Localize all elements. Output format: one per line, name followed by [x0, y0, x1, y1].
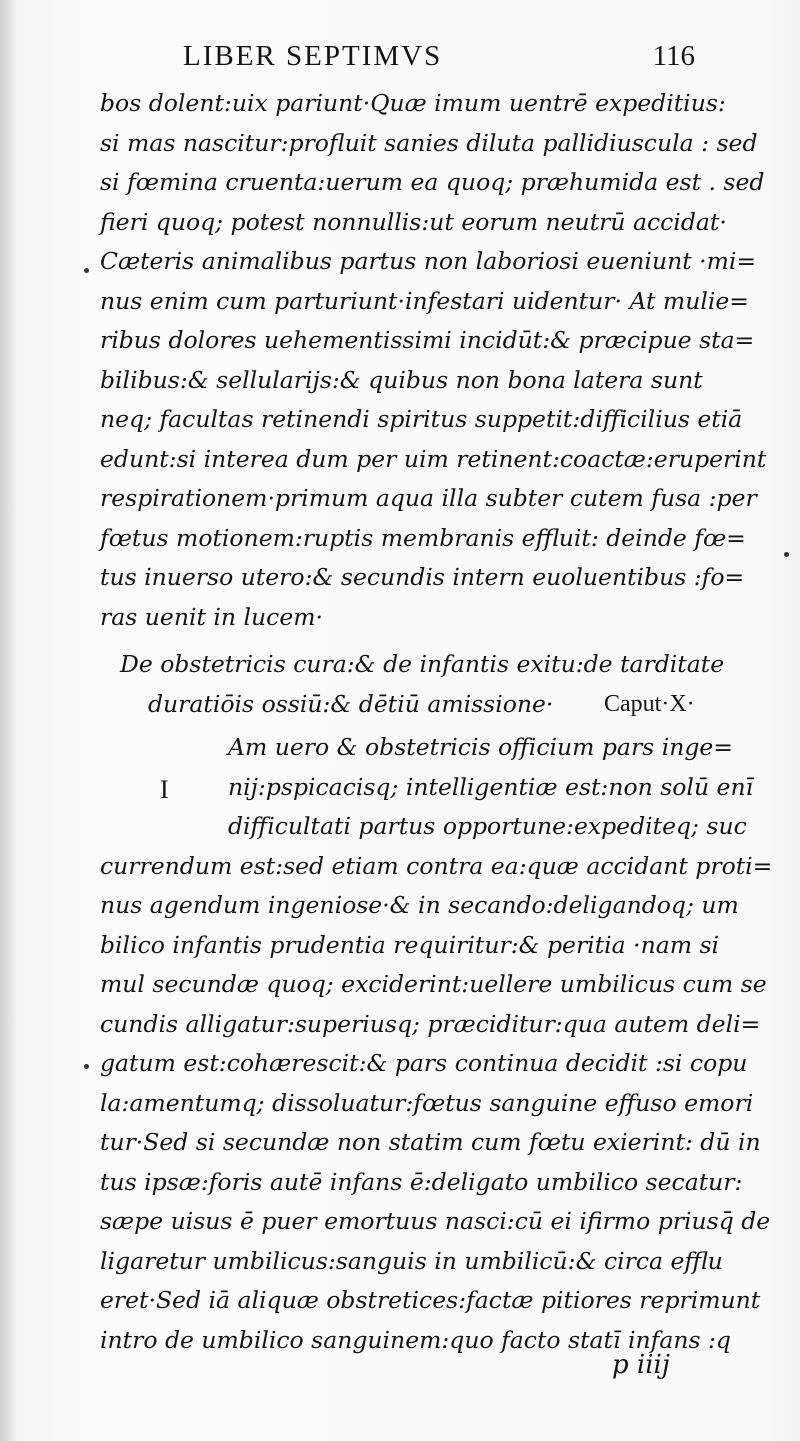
text-line: eret·Sed iā aliquæ obstretices:factæ pitiores reprimunt — [100, 1286, 761, 1314]
text-line: nus enim cum parturiunt·infestari uidentur· At mulie= — [100, 286, 749, 315]
text-line: intro de umbilico sanguinem:quo facto statī infans :q — [100, 1325, 731, 1354]
margin-dot — [784, 552, 789, 557]
signature-mark: p iiij — [612, 1350, 670, 1380]
folio-number: 116 — [652, 40, 695, 72]
chapter-label: Caput·X· — [604, 690, 695, 717]
text-line: si fœmina cruenta:uerum ea quoq; præhumida est . sed — [100, 168, 765, 196]
drop-initial: I — [160, 775, 169, 804]
chapter-heading — [100, 645, 750, 724]
page-gutter-shadow — [0, 0, 16, 1441]
text-line: tus ipsæ:foris autē infans ē:deligato umbilico secatur: — [100, 1167, 743, 1196]
margin-dot — [84, 1064, 89, 1069]
main-text — [100, 84, 773, 1360]
text-line: currendum est:sed etiam contra ea:quæ accidant proti= — [100, 851, 773, 880]
text-line: bos dolent:uix pariunt·Quæ imum uentrē expeditius: — [100, 89, 726, 117]
chapter-text — [100, 728, 773, 1360]
margin-dot — [84, 268, 89, 273]
text-line: si mas nascitur:profluit sanies diluta pallidiuscula : sed — [100, 128, 758, 157]
text-line: bilibus:& sellularijs:& quibus non bona latera sunt — [100, 365, 703, 394]
text-line: fieri quoq; potest nonnullis:ut eorum neutrū accidat· — [100, 207, 727, 236]
text-line: neq; facultas retinendi spiritus suppetit:difficilius etiā — [100, 405, 743, 433]
text-line: difficultati partus opportune:expediteq; suc — [228, 812, 747, 840]
text-line: ras uenit in lucem· — [100, 602, 323, 631]
page-header — [175, 40, 695, 80]
chapter-heading-text: duratiōis ossiū:& dētiū amissione· — [148, 689, 554, 718]
text-line: bilico infantis prudentia requiritur:& peritia ·nam si — [100, 930, 720, 959]
text-line: sæpe uisus ē puer emortuus nasci:cū ei ifirmo priusq̄ de — [100, 1207, 771, 1235]
text-line: ligaretur umbilicus:sanguis in umbilicū:& circa efflu — [100, 1246, 723, 1275]
text-line: cundis alligatur:superiusq; præciditur:qua autem deli= — [100, 1009, 761, 1038]
text-line: nij:pspicacisq; intelligentiæ est:non solū enī — [228, 772, 754, 801]
chapter-heading-line — [100, 685, 750, 725]
text-line: tus inuerso utero:& secundis intern euoluentibus :fo= — [100, 563, 745, 591]
text-line: la:amentumq; dissoluatur:fœtus sanguine effuso emori — [100, 1088, 754, 1117]
text-line: ribus dolores uehementissimi incidūt:& præcipue sta= — [100, 326, 755, 354]
running-head: LIBER SEPTIMVS — [183, 40, 443, 72]
text-line: edunt:si interea dum per uim retinent:coactæ:eruperint — [100, 444, 767, 473]
text-line: nus agendum ingeniose·& in secando:deligandoq; um — [100, 891, 739, 919]
text-line: Am uero & obstetricis officium pars inge= — [228, 733, 733, 761]
chapter-heading-line: De obstetricis cura:& de infantis exitu:de tarditate — [120, 650, 725, 678]
text-line: Cæteris animalibus partus non laboriosi eueniunt ·mi= — [100, 247, 757, 275]
text-line: respirationem·primum aqua illa subter cutem fusa :per — [100, 484, 757, 512]
text-line: gatum est:cohærescit:& pars continua decidit :si copu — [100, 1049, 748, 1077]
text-line: mul secundæ quoq; exciderint:uellere umbilicus cum se — [100, 970, 767, 998]
text-line: fœtus motionem:ruptis membranis effluit: deinde fœ= — [100, 523, 746, 552]
text-line: tur·Sed si secundæ non statim cum fœtu exierint: dū in — [100, 1128, 761, 1156]
